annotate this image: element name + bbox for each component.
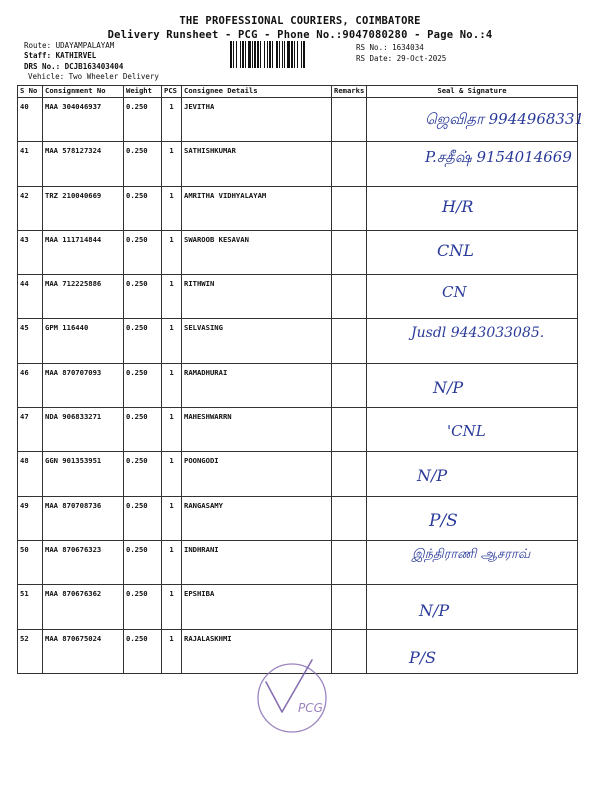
handwritten-signature: N/P: [433, 377, 464, 397]
row-weight: 0.250: [124, 496, 162, 540]
table-row: [18, 496, 578, 540]
row-pcs: 1: [162, 452, 182, 496]
row-weight: 0.250: [124, 186, 162, 230]
runsheet-subtitle: Delivery Runsheet - PCG - Phone No.:9047080280 - Page No.:4: [107, 29, 493, 41]
handwritten-signature: ஜெவிதா 9944968331: [425, 110, 585, 128]
row-remarks: [332, 452, 367, 496]
row-weight: 0.250: [124, 363, 162, 407]
row-sno: 47: [18, 408, 43, 452]
row-consignee: RAMADHURAI: [182, 363, 332, 407]
row-consignment-no: MAA 712225886: [43, 275, 124, 319]
handwritten-signature: P/S: [409, 647, 437, 667]
row-sno: 43: [18, 230, 43, 274]
row-consignee: MAHESHWARRN: [182, 408, 332, 452]
table-row: [18, 408, 578, 452]
row-consignment-no: MAA 870676362: [43, 585, 124, 629]
row-remarks: [332, 230, 367, 274]
row-consignee: SELVASING: [182, 319, 332, 363]
vehicle-label: Vehicle: Two Wheeler Delivery: [28, 72, 159, 81]
row-weight: 0.250: [124, 275, 162, 319]
staff-label: Staff: KATHIRVEL: [24, 51, 97, 60]
row-pcs: 1: [162, 629, 182, 673]
row-pcs: 1: [162, 408, 182, 452]
row-seal-signature: [367, 408, 578, 452]
barcode-graphic: [230, 41, 352, 68]
row-pcs: 1: [162, 585, 182, 629]
row-sno: 46: [18, 363, 43, 407]
table-row: [18, 363, 578, 407]
company-title: THE PROFESSIONAL COURIERS, COIMBATORE: [179, 15, 421, 27]
row-weight: 0.250: [124, 98, 162, 142]
row-seal-signature: [367, 540, 578, 584]
row-seal-signature: [367, 363, 578, 407]
handwritten-signature: CNL: [437, 240, 474, 260]
row-weight: 0.250: [124, 408, 162, 452]
row-consignee: SWAROOB KESAVAN: [182, 230, 332, 274]
rs-date: RS Date: 29-Oct-2025: [356, 54, 447, 63]
row-seal-signature: [367, 319, 578, 363]
row-remarks: [332, 275, 367, 319]
table-header-row: [18, 86, 578, 98]
handwritten-signature: இந்திராணி ஆசராவ்: [412, 546, 531, 562]
row-consignee: RANGASAMY: [182, 496, 332, 540]
row-sno: 44: [18, 275, 43, 319]
rs-number: RS No.: 1634034: [356, 43, 424, 52]
row-consignee: RITHWIN: [182, 275, 332, 319]
row-weight: 0.250: [124, 319, 162, 363]
row-consignment-no: MAA 304046937: [43, 98, 124, 142]
col-sno: S No: [18, 86, 43, 98]
col-weight: Weight: [124, 86, 162, 98]
handwritten-signature: CN: [442, 283, 467, 302]
row-remarks: [332, 496, 367, 540]
row-consignee: POONGODI: [182, 452, 332, 496]
row-seal-signature: [367, 98, 585, 142]
route-label: Route: UDAYAMPALAYAM: [24, 41, 115, 50]
row-consignment-no: MAA 870707093: [43, 363, 124, 407]
col-consignment: Consignment No: [43, 86, 124, 98]
row-sno: 51: [18, 585, 43, 629]
svg-text:PCG: PCG: [298, 701, 323, 715]
row-weight: 0.250: [124, 452, 162, 496]
row-remarks: [332, 142, 367, 186]
drs-number: DRS No.: DCJB163403404: [24, 62, 124, 71]
row-sno: 41: [18, 142, 43, 186]
row-consignment-no: MAA 578127324: [43, 142, 124, 186]
row-pcs: 1: [162, 496, 182, 540]
row-consignment-no: GGN 901353951: [43, 452, 124, 496]
row-weight: 0.250: [124, 142, 162, 186]
row-consignment-no: GPM 116440: [43, 319, 124, 363]
row-pcs: 1: [162, 540, 182, 584]
row-consignee: AMRITHA VIDHYALAYAM: [182, 186, 332, 230]
table-row: [18, 186, 578, 230]
row-seal-signature: [367, 275, 578, 319]
table-row: [18, 585, 578, 629]
row-seal-signature: [367, 585, 578, 629]
table-row: [18, 319, 578, 363]
row-pcs: 1: [162, 319, 182, 363]
row-seal-signature: [367, 452, 578, 496]
row-pcs: 1: [162, 98, 182, 142]
handwritten-signature: N/P: [417, 466, 448, 486]
row-consignee: EPSHIBA: [182, 585, 332, 629]
row-consignee: JEVITHA: [182, 98, 332, 142]
row-remarks: [332, 319, 367, 363]
row-sno: 52: [18, 629, 43, 673]
table-row: [18, 540, 578, 584]
table-row: [18, 275, 578, 319]
row-weight: 0.250: [124, 629, 162, 673]
handwritten-signature: P.சதீஷ் 9154014669: [425, 148, 572, 167]
row-weight: 0.250: [124, 585, 162, 629]
runsheet-table: [17, 85, 585, 674]
row-consignment-no: MAA 870675024: [43, 629, 124, 673]
row-consignment-no: NDA 906833271: [43, 408, 124, 452]
row-remarks: [332, 186, 367, 230]
row-remarks: [332, 408, 367, 452]
row-remarks: [332, 98, 367, 142]
row-sno: 42: [18, 186, 43, 230]
row-remarks: [332, 363, 367, 407]
row-consignee: SATHISHKUMAR: [182, 142, 332, 186]
row-pcs: 1: [162, 275, 182, 319]
handwritten-signature: P/S: [429, 510, 458, 531]
col-remarks: Remarks: [332, 86, 367, 98]
delivery-stamp: [252, 654, 334, 736]
row-sno: 45: [18, 319, 43, 363]
row-pcs: 1: [162, 142, 182, 186]
row-weight: 0.250: [124, 230, 162, 274]
row-weight: 0.250: [124, 540, 162, 584]
row-sno: 49: [18, 496, 43, 540]
table-row: [18, 452, 578, 496]
col-seal-signature: Seal & Signature: [367, 86, 578, 98]
col-consignee: Consignee Details: [182, 86, 332, 98]
row-remarks: [332, 629, 367, 673]
row-pcs: 1: [162, 363, 182, 407]
table-row: [18, 142, 578, 186]
row-pcs: 1: [162, 186, 182, 230]
table-row: [18, 98, 578, 142]
row-seal-signature: [367, 629, 578, 673]
table-row: [18, 230, 578, 274]
row-seal-signature: [367, 186, 578, 230]
handwritten-signature: N/P: [419, 601, 450, 621]
handwritten-signature: Jusdl 9443033085.: [411, 325, 545, 342]
handwritten-signature: 'CNL: [447, 422, 486, 441]
row-remarks: [332, 540, 367, 584]
row-sno: 50: [18, 540, 43, 584]
row-consignment-no: MAA 870708736: [43, 496, 124, 540]
row-remarks: [332, 585, 367, 629]
row-consignee: RAJALASKHMI: [182, 629, 332, 673]
row-consignment-no: MAA 111714844: [43, 230, 124, 274]
col-pcs: PCS: [162, 86, 182, 98]
row-pcs: 1: [162, 230, 182, 274]
row-consignment-no: MAA 870676323: [43, 540, 124, 584]
row-consignment-no: TRZ 210040669: [43, 186, 124, 230]
row-sno: 40: [18, 98, 43, 142]
row-seal-signature: [367, 230, 578, 274]
handwritten-signature: H/R: [442, 196, 474, 216]
row-seal-signature: [367, 496, 578, 540]
row-sno: 48: [18, 452, 43, 496]
row-consignee: INDHRANI: [182, 540, 332, 584]
row-seal-signature: [367, 142, 578, 186]
